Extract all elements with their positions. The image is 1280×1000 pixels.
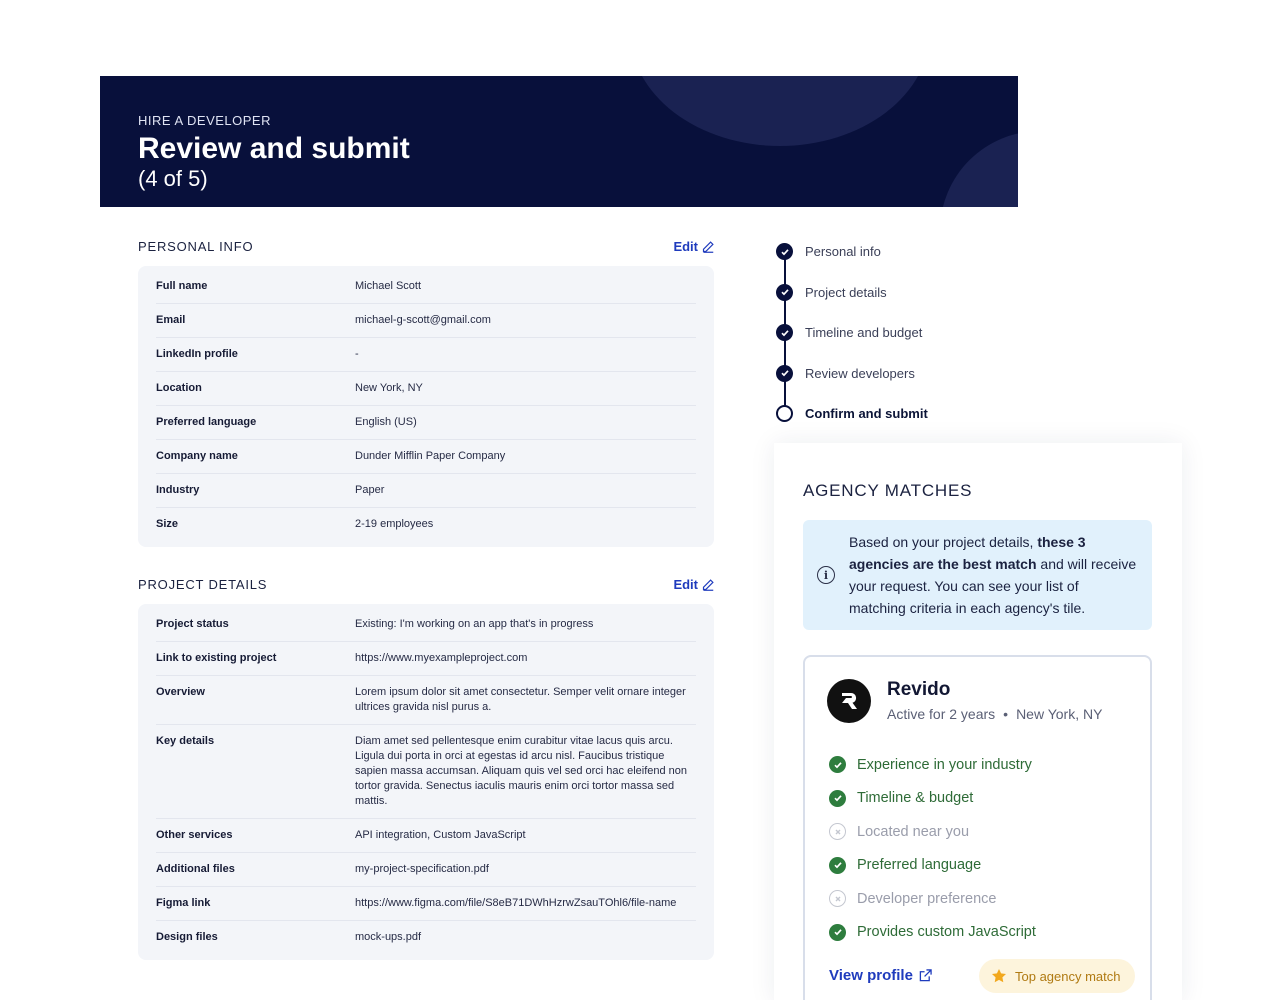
info-text-post: and will receive your request. You can see your list of matching criteria in each agency's tile. — [849, 556, 1137, 616]
row-key: Link to existing project — [156, 652, 277, 664]
row-value: https://www.figma.com/file/S8eB71DWhHzrwZsauTOhl6/file-name — [355, 897, 677, 909]
check-circle-icon — [829, 756, 846, 773]
section-title: PROJECT DETAILS — [138, 577, 268, 592]
info-row — [156, 440, 696, 474]
agency-matches-panel — [774, 443, 1182, 1000]
step-counter: (4 of 5) — [138, 166, 208, 191]
step-label: Confirm and submit — [805, 406, 928, 421]
criteria-item — [829, 815, 1036, 849]
row-key: Size — [156, 518, 179, 530]
edit-personal-info-button[interactable] — [673, 239, 714, 254]
row-value: Lorem ipsum dolor sit amet consectetur. Semper velit ornare integer ultrices gravida nisl purus a. — [355, 686, 686, 713]
info-row — [156, 338, 696, 372]
info-row — [156, 676, 696, 725]
criteria-label: Experience in your industry — [857, 756, 1032, 773]
revido-logo-icon — [836, 688, 862, 714]
check-circle-icon — [776, 243, 793, 260]
check-circle-icon — [776, 365, 793, 382]
row-value: mock-ups.pdf — [355, 931, 422, 943]
info-row — [156, 406, 696, 440]
personal-info-header — [138, 239, 714, 254]
info-row — [156, 853, 696, 887]
criteria-label: Preferred language — [857, 857, 982, 874]
project-details-header — [138, 577, 714, 592]
stepper-step — [776, 240, 1036, 281]
row-value: Paper — [355, 484, 385, 496]
criteria-item — [829, 748, 1036, 782]
stepper-step — [776, 281, 1036, 322]
row-value: English (US) — [355, 416, 417, 428]
stepper-step — [776, 362, 1036, 403]
info-row — [156, 372, 696, 406]
info-text-pre: Based on your project details, — [849, 534, 1038, 550]
project-details-card — [138, 604, 714, 960]
edit-project-details-button[interactable] — [673, 577, 714, 592]
badge-label: Top agency match — [1015, 968, 1121, 984]
info-row — [156, 921, 696, 954]
row-value: Dunder Mifflin Paper Company — [355, 450, 506, 462]
row-key: Project status — [156, 618, 229, 630]
personal-info-card — [138, 266, 714, 547]
step-label: Project details — [805, 284, 887, 300]
agency-matches-heading: AGENCY MATCHES — [803, 481, 973, 500]
agency-location: New York, NY — [1016, 706, 1103, 722]
check-circle-icon — [829, 924, 846, 941]
row-key: Preferred language — [156, 416, 257, 428]
info-row — [156, 474, 696, 508]
check-circle-icon — [776, 284, 793, 301]
row-value: - — [355, 348, 359, 360]
row-key: Design files — [156, 931, 218, 943]
stepper-step — [776, 321, 1036, 362]
row-key: LinkedIn profile — [156, 348, 238, 360]
row-key: Industry — [156, 484, 200, 496]
criteria-list — [829, 748, 1036, 949]
row-value: Michael Scott — [355, 280, 422, 292]
view-profile-label: View profile — [829, 967, 913, 984]
info-row — [156, 725, 696, 819]
info-text-bold: these 3 agencies are the best match — [849, 534, 1086, 572]
info-row — [156, 819, 696, 853]
row-value: michael-g-scott@gmail.com — [355, 314, 491, 326]
stepper-step — [776, 402, 1036, 443]
criteria-item — [829, 782, 1036, 816]
view-profile-link[interactable] — [829, 967, 932, 984]
meta-separator: • — [1003, 706, 1009, 722]
progress-stepper — [776, 240, 1036, 443]
page-title — [138, 132, 410, 207]
section-title: PERSONAL INFO — [138, 239, 254, 254]
criteria-item — [829, 882, 1036, 916]
row-key: Full name — [156, 280, 208, 292]
check-circle-icon — [776, 324, 793, 341]
row-key: Figma link — [156, 897, 211, 909]
row-value: Existing: I'm working on an app that's in progress — [355, 618, 594, 630]
row-value: https://www.myexampleproject.com — [355, 652, 528, 664]
step-label: Review developers — [805, 365, 915, 381]
info-row — [156, 642, 696, 676]
agency-card[interactable] — [803, 655, 1152, 1000]
agency-name: Revido — [887, 679, 951, 700]
row-value: Diam amet sed pellentesque enim curabitur vitae lacus quis arcu. Ligula dui porta in orci at egestas id arcu nisl. Faucibus tristique sapien massa accumsan. Aliquam quis vel sed orci hac eleifend non tortor gravida. Senectus iaculis mauris enim orci tortor massa sed mattis. — [355, 735, 688, 807]
criteria-label: Timeline & budget — [857, 790, 974, 807]
row-key: Key details — [156, 735, 215, 747]
page-title-text: Review and submit — [138, 132, 410, 165]
check-circle-icon — [829, 857, 846, 874]
step-label: Timeline and budget — [805, 325, 923, 340]
info-callout — [803, 520, 1152, 630]
info-row — [156, 887, 696, 921]
check-circle-icon — [829, 790, 846, 807]
criteria-item — [829, 849, 1036, 883]
agency-meta — [887, 706, 1102, 722]
info-text — [849, 531, 1139, 619]
x-circle-icon — [829, 823, 846, 840]
row-key: Other services — [156, 829, 233, 841]
info-row — [156, 304, 696, 338]
agency-active: Active for 2 years — [887, 706, 996, 722]
external-link-icon — [919, 969, 932, 982]
info-row — [156, 508, 696, 541]
step-label: Personal info — [805, 244, 881, 259]
page-header-banner — [100, 76, 1018, 207]
criteria-label: Developer preference — [857, 890, 997, 907]
agency-logo — [827, 679, 871, 723]
decorative-circle — [630, 76, 930, 146]
edit-label: Edit — [673, 577, 698, 592]
row-key: Company name — [156, 450, 238, 462]
row-value: my-project-specification.pdf — [355, 863, 489, 875]
x-circle-icon — [829, 890, 846, 907]
row-key: Location — [156, 382, 202, 394]
info-row — [156, 270, 696, 304]
criteria-item — [829, 916, 1036, 950]
criteria-label: Provides custom JavaScript — [857, 924, 1036, 941]
pencil-icon — [702, 241, 714, 253]
edit-label: Edit — [673, 239, 698, 254]
empty-circle-icon — [776, 405, 793, 422]
row-value: New York, NY — [355, 382, 423, 394]
criteria-label: Located near you — [857, 823, 970, 840]
decorative-circle — [940, 131, 1018, 207]
star-icon — [991, 968, 1007, 984]
top-agency-badge — [979, 959, 1135, 993]
row-key: Overview — [156, 686, 205, 698]
row-value: 2-19 employees — [355, 518, 434, 530]
page-eyebrow: HIRE A DEVELOPER — [138, 113, 271, 128]
pencil-icon — [702, 579, 714, 591]
info-row — [156, 608, 696, 642]
row-value: API integration, Custom JavaScript — [355, 829, 526, 841]
row-key: Email — [156, 314, 186, 326]
row-key: Additional files — [156, 863, 235, 875]
info-icon: i — [817, 566, 835, 584]
